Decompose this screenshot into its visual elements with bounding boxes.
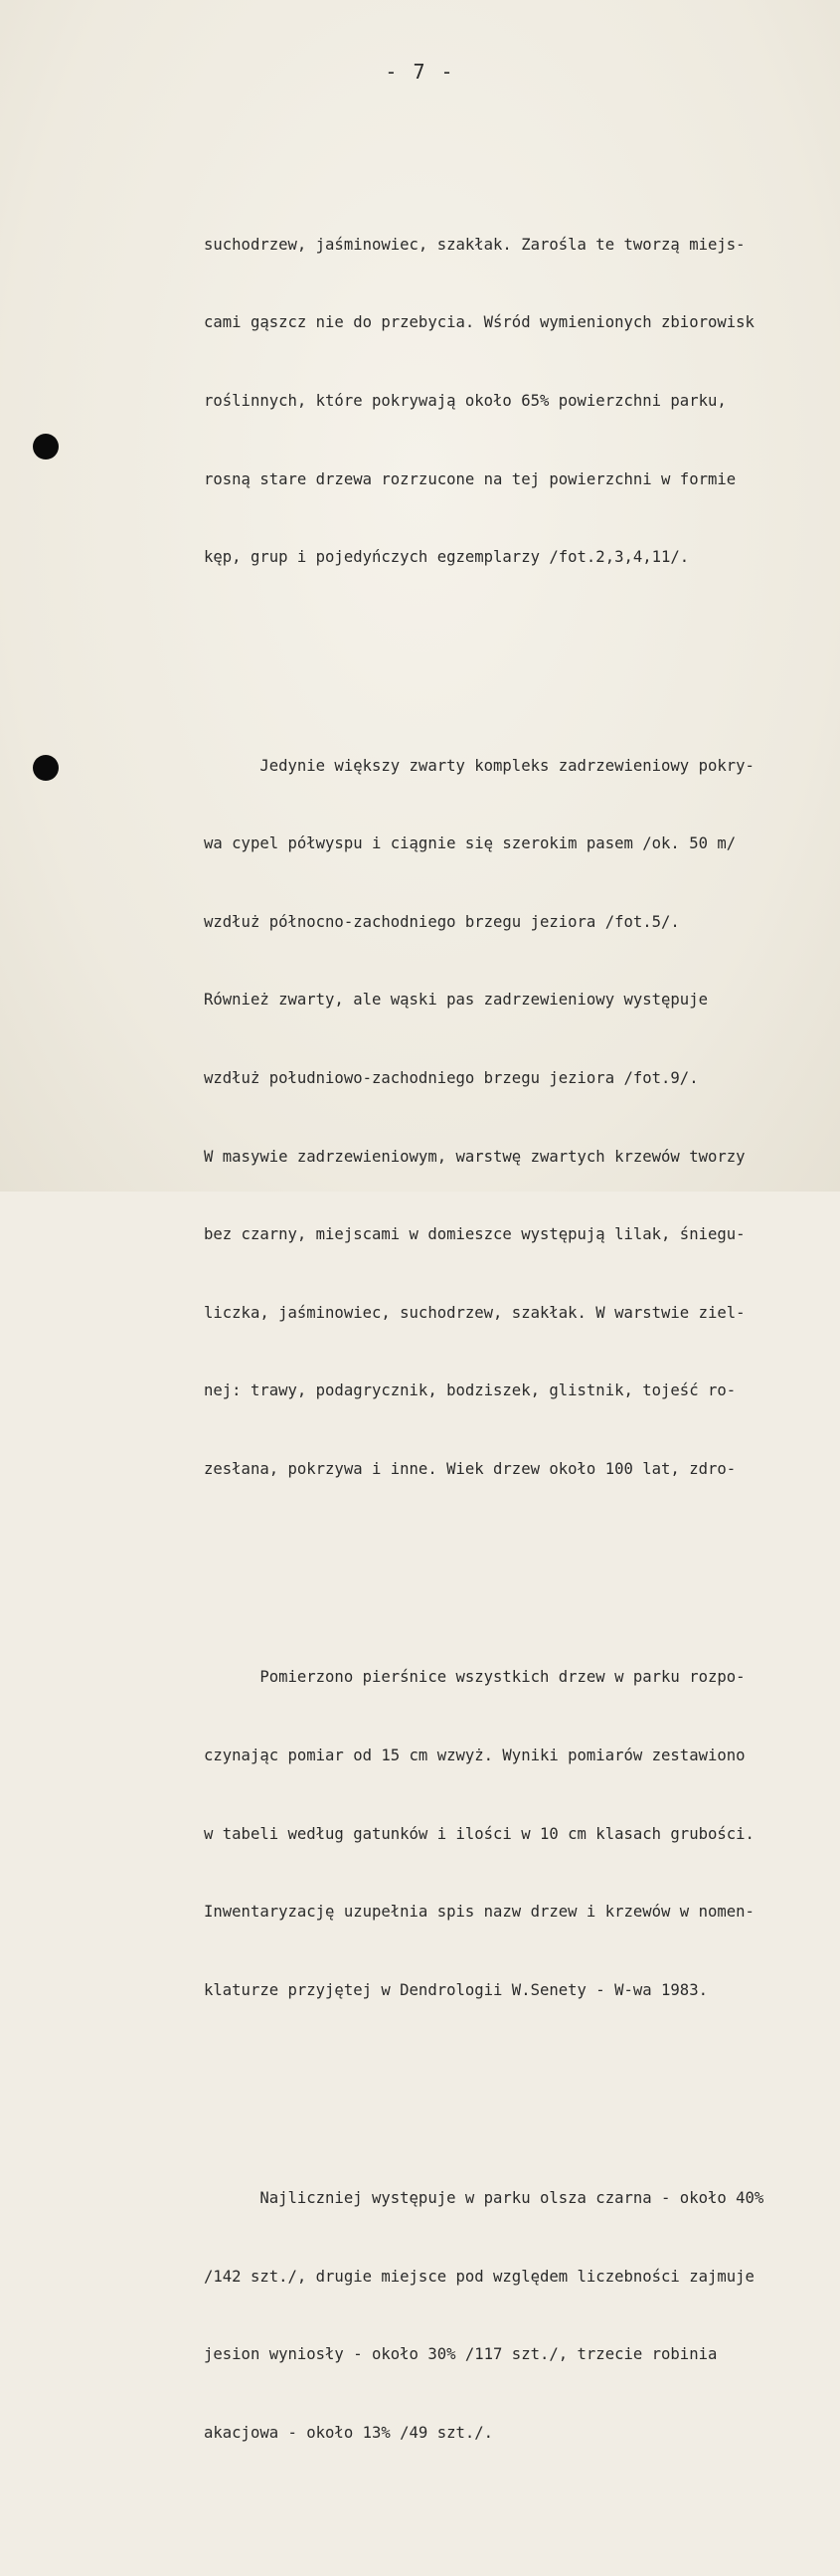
text-line: klaturze przyjętej w Dendrologii W.Senety - W-wa 1983. (204, 1980, 708, 1999)
text-line: /142 szt./, drugie miejsce pod względem liczebności zajmuje (204, 2267, 755, 2286)
paragraph-1 (204, 179, 820, 622)
text-line: cami gąszcz nie do przebycia. Wśród wymienionych zbiorowisk (204, 313, 755, 332)
text-line: nej: trawy, podagrycznik, bodziszek, glistnik, tojeść ro- (204, 1381, 737, 1400)
text-line: wzdłuż północno-zachodniego brzegu jeziora /fot.5/. (204, 912, 680, 931)
text-line: zesłana, pokrzywa i inne. Wiek drzew około 100 lat, zdro- (204, 1459, 737, 1478)
text-line: Najliczniej występuje w parku olsza czarna - około 40% (204, 2189, 764, 2208)
text-line: Inwentaryzację uzupełnia spis nazw drzew i krzewów w nomen- (204, 1903, 755, 1922)
punch-hole (33, 434, 59, 460)
text-line: czynając pomiar od 15 cm wzwyż. Wyniki pomiarów zestawiono (204, 1746, 746, 1764)
text-line: liczka, jaśminowiec, suchodrzew, szakłak. W warstwie ziel- (204, 1303, 746, 1322)
page-number: - 7 - (385, 60, 455, 84)
text-line: rosną stare drzewa rozrzucone na tej powierzchni w formie (204, 469, 737, 488)
body-text (204, 127, 820, 2576)
paragraph-2 (204, 700, 820, 1534)
text-line: kęp, grup i pojedyńczych egzemplarzy /fot.2,3,4,11/. (204, 548, 690, 567)
text-line: roślinnych, które pokrywają około 65% powierzchni parku, (204, 392, 727, 410)
text-line: Również zwarty, ale wąski pas zadrzewieniowy występuje (204, 991, 708, 1010)
punch-hole (33, 755, 59, 781)
text-line: Pomierzono pierśnice wszystkich drzew w parku rozpo- (204, 1668, 746, 1687)
paragraph-4 (204, 2133, 820, 2498)
text-line: W masywie zadrzewieniowym, warstwę zwartych krzewów tworzy (204, 1147, 746, 1166)
paragraph-3 (204, 1612, 820, 2055)
text-line: wa cypel półwyspu i ciągnie się szerokim pasem /ok. 50 m/ (204, 834, 737, 853)
text-line: w tabeli według gatunków i ilości w 10 cm klasach grubości. (204, 1824, 755, 1843)
text-line: akacjowa - około 13% /49 szt./. (204, 2423, 494, 2442)
text-line: suchodrzew, jaśminowiec, szakłak. Zarośla te tworzą miejs- (204, 235, 746, 254)
text-line: bez czarny, miejscami w domieszce występują lilak, śniegu- (204, 1225, 746, 1244)
text-line: jesion wyniosły - około 30% /117 szt./, trzecie robinia (204, 2345, 718, 2364)
text-line: Jedynie większy zwarty kompleks zadrzewieniowy pokry- (204, 756, 755, 775)
text-line: wzdłuż południowo-zachodniego brzegu jeziora /fot.9/. (204, 1068, 699, 1087)
